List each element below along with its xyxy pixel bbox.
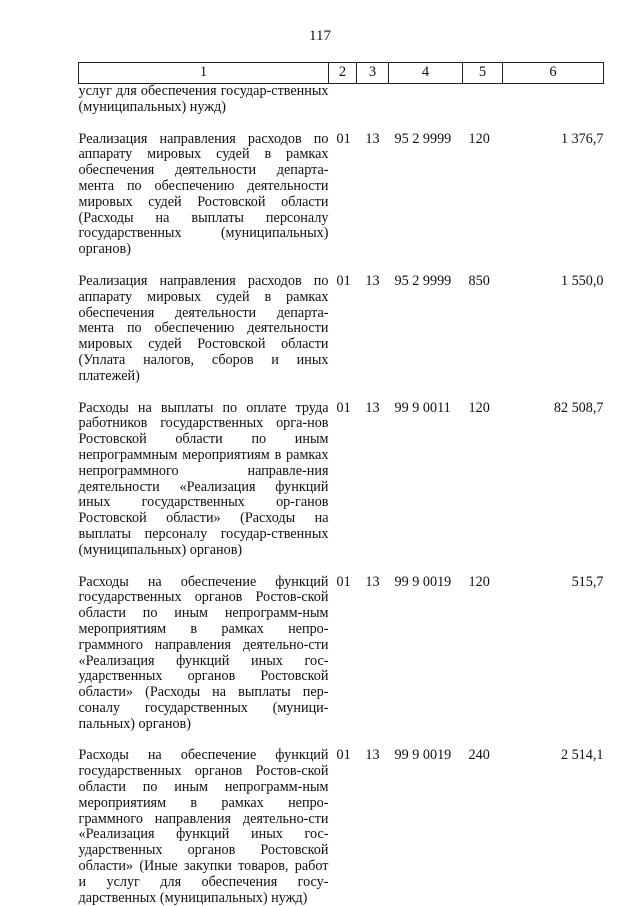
header-row <box>79 63 604 84</box>
row-description: Расходы на обеспечение функций государственных органов Ростов-ской области по иным непрограмм-ным мероприятиям в рамках непро-граммного направления деятельно-сти «Реализация функций иных гос-ударственных органов Ростовской области» (Расходы на выплаты пер-соналу государственных (муници-пальных) органов) <box>79 575 329 733</box>
row-target-item: 95 2 9999 <box>389 274 463 385</box>
row-description: услуг для обеспечения государ-ственных (муниципальных) нужд) <box>79 84 329 116</box>
row-target-item: 99 9 0011 <box>389 401 463 559</box>
row-expense-type: 240 <box>463 748 503 906</box>
table-body <box>79 84 604 906</box>
row-subsection: 13 <box>357 575 389 733</box>
row-expense-type: 120 <box>463 401 503 559</box>
header-col-4: 4 <box>389 63 463 84</box>
row-description: Реализация направления расходов по аппарату мировых судей в рамках обеспечения деятельности департа-мента по обеспечению деятельности мировых судей Ростовской области (Уплата налогов, сборов и иных платежей) <box>79 274 329 385</box>
header-col-5: 5 <box>463 63 503 84</box>
budget-table <box>78 62 604 906</box>
table-row <box>79 748 604 906</box>
row-amount: 515,7 <box>503 575 604 733</box>
row-spacer <box>79 732 604 748</box>
row-subsection: 13 <box>357 132 389 258</box>
row-spacer <box>79 116 604 132</box>
row-section: 01 <box>329 274 357 385</box>
table-row <box>79 132 604 258</box>
row-section: 01 <box>329 575 357 733</box>
row-target-item: 99 9 0019 <box>389 748 463 906</box>
row-spacer <box>79 559 604 575</box>
row-subsection <box>357 84 389 116</box>
row-section: 01 <box>329 401 357 559</box>
row-description: Расходы на выплаты по оплате труда работников государственных орга-нов Ростовской области по иным непрограммным мероприятиям в рамках непрограммного направле-ния деятельности «Реализация функций иных государственных ор-ганов Ростовской области» (Расходы на выплаты персоналу государ-ственных (муниципальных) органов) <box>79 401 329 559</box>
row-target-item: 99 9 0019 <box>389 575 463 733</box>
header-col-1: 1 <box>79 63 329 84</box>
table-row <box>79 401 604 559</box>
row-amount: 82 508,7 <box>503 401 604 559</box>
row-subsection: 13 <box>357 274 389 385</box>
row-expense-type: 120 <box>463 575 503 733</box>
row-target-item <box>389 84 463 116</box>
row-description: Реализация направления расходов по аппарату мировых судей в рамках обеспечения деятельности департа-мента по обеспечению деятельности мировых судей Ростовской области (Расходы на выплаты персоналу государственных (муниципальных) органов) <box>79 132 329 258</box>
header-col-6: 6 <box>503 63 604 84</box>
row-spacer <box>79 385 604 401</box>
row-amount <box>503 84 604 116</box>
header-col-2: 2 <box>329 63 357 84</box>
header-col-3: 3 <box>357 63 389 84</box>
row-expense-type: 850 <box>463 274 503 385</box>
row-amount: 1 376,7 <box>503 132 604 258</box>
table-row <box>79 84 604 116</box>
row-spacer <box>79 258 604 274</box>
row-target-item: 95 2 9999 <box>389 132 463 258</box>
row-expense-type: 120 <box>463 132 503 258</box>
row-description: Расходы на обеспечение функций государственных органов Ростов-ской области по иным непрограмм-ным мероприятиям в рамках непро-граммного направления деятельно-сти «Реализация функций иных гос-ударственных органов Ростовской области» (Иные закупки товаров, работ и услуг для обеспечения госу-дарственных (муниципальных) нужд) <box>79 748 329 906</box>
row-amount: 2 514,1 <box>503 748 604 906</box>
row-section: 01 <box>329 132 357 258</box>
row-section <box>329 84 357 116</box>
row-section: 01 <box>329 748 357 906</box>
table-header <box>79 63 604 84</box>
table-row <box>79 575 604 733</box>
row-subsection: 13 <box>357 401 389 559</box>
row-amount: 1 550,0 <box>503 274 604 385</box>
row-expense-type <box>463 84 503 116</box>
page-number: 117 <box>0 28 640 45</box>
row-subsection: 13 <box>357 748 389 906</box>
table-row <box>79 274 604 385</box>
